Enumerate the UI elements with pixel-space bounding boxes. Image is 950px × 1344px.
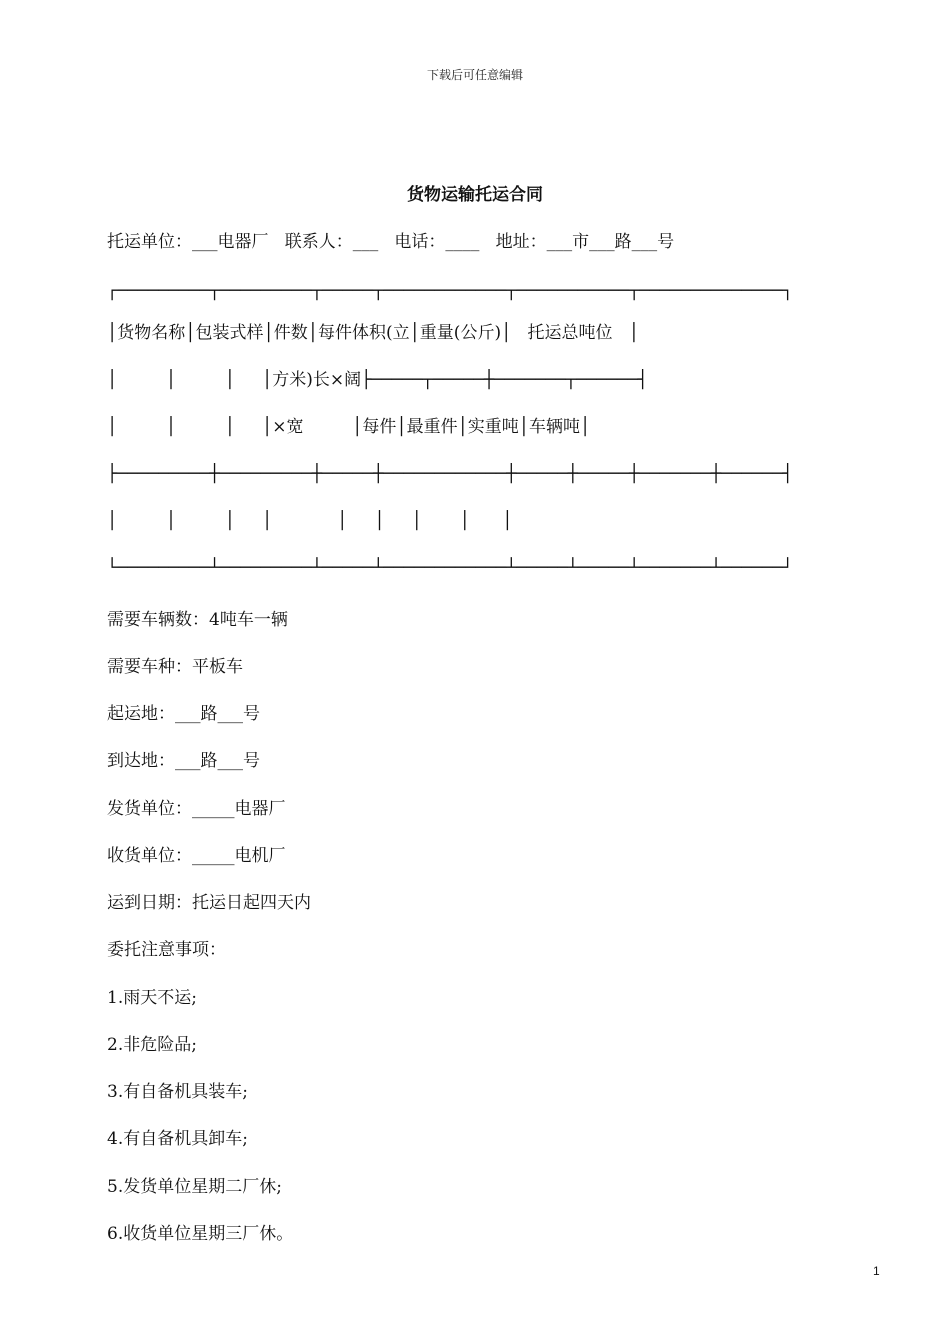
vehicle-count: 需要车辆数：4吨车一辆 [107, 610, 288, 630]
page-number: 1 [873, 1264, 880, 1278]
note-item: 2.非危险品; [107, 1035, 197, 1055]
receiver-unit: 收货单位：_____电机厂 [107, 846, 286, 866]
note-item: 3.有自备机具装车; [107, 1082, 248, 1102]
note-item: 1.雨天不运; [107, 988, 197, 1008]
delivery-date: 运到日期：托运日起四天内 [107, 893, 311, 913]
table-line: │ │ │ │方米)长×阔├─────┬─────┼───────┬──────┤ [107, 370, 648, 390]
destination-address: 到达地：___路___号 [107, 751, 260, 771]
table-line: └─────────┴─────────┴─────┴────────────┴─────┴─────┴───────┴──────┘ [107, 558, 793, 578]
table-line: ├─────────┼─────────┼─────┼────────────┼─────┼─────┼───────┼──────┤ [107, 464, 793, 484]
table-line: │ │ │ │ │ │ │ │ │ [107, 511, 513, 531]
notes-heading: 委托注意事项： [107, 940, 226, 960]
header-note: 下载后可任意编辑 [426, 68, 523, 82]
note-item: 4.有自备机具卸车; [107, 1129, 248, 1149]
table-line: ┌─────────┬─────────┬─────┬────────────┬───────────┬──────────────┐ [107, 281, 793, 301]
table-line: │货物名称│包装式样│件数│每件体积(立│重量(公斤)│ 托运总吨位 │ [107, 323, 639, 343]
note-item: 5.发货单位星期二厂休; [107, 1177, 282, 1197]
table-line: │ │ │ │×宽 │每件│最重件│实重吨│车辆吨│ [107, 417, 591, 437]
document-title: 货物运输托运合同 [407, 185, 543, 205]
consignor-info-line: 托运单位：___电器厂 联系人：___ 电话：____ 地址：___市___路___号 [107, 232, 675, 252]
origin-address: 起运地：___路___号 [107, 704, 260, 724]
shipper-unit: 发货单位：_____电器厂 [107, 799, 286, 819]
vehicle-type: 需要车种：平板车 [107, 657, 243, 677]
note-item: 6.收货单位星期三厂休。 [107, 1224, 294, 1244]
